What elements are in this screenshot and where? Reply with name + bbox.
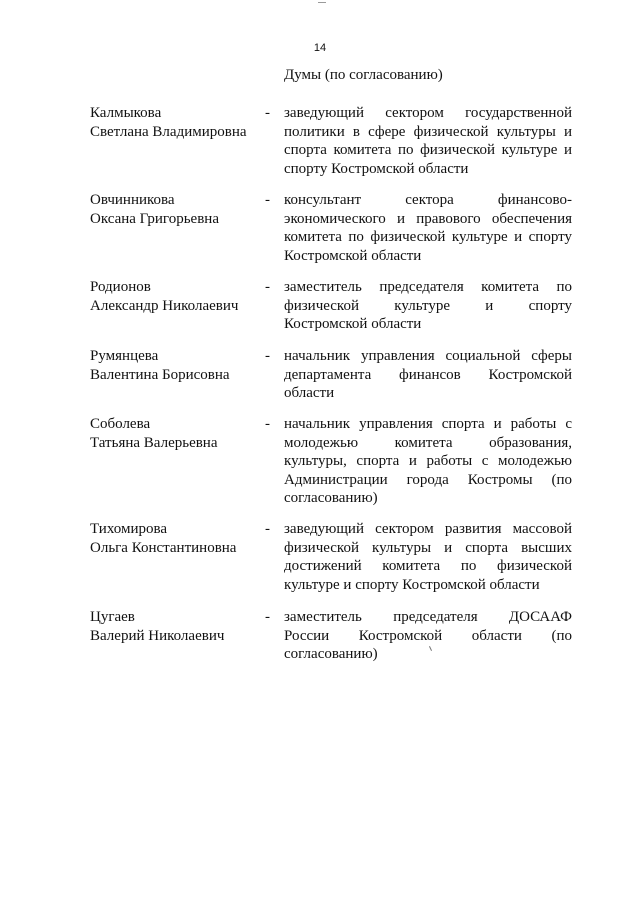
position-line: молодежью комитета образования, [284, 434, 572, 451]
position-line: области [284, 385, 335, 401]
member-position [284, 520, 572, 594]
dash: - [265, 416, 270, 432]
position-line: заместитель председателя ДОСААФ [284, 609, 572, 625]
given-names: Татьяна Валерьевна [90, 434, 218, 451]
position-line: физической культуры и спорта высших [284, 539, 572, 556]
page-number: 14 [313, 42, 327, 54]
member-name [90, 191, 260, 228]
position-line: начальник управления спорта и работы с [284, 416, 572, 432]
position-line: Костромской области [284, 316, 422, 332]
position-line: заместитель председателя комитета по [284, 279, 572, 295]
given-names: Валерий Николаевич [90, 627, 225, 644]
member-position [284, 191, 572, 265]
member-name [90, 520, 260, 557]
position-line: комитета по физической культуре и спорту [284, 229, 572, 245]
member-name [90, 347, 260, 384]
position-line: экономического и правового обеспечения [284, 210, 572, 227]
position-line: физической культуре и спорту [284, 297, 572, 314]
dash: - [265, 105, 270, 121]
position-line: начальник управления социальной сферы [284, 348, 572, 364]
position-line: спорта комитета по физической культуре и [284, 142, 572, 158]
dash: - [265, 192, 270, 208]
position-line: согласованию) [284, 490, 378, 506]
surname: Овчинникова [90, 192, 175, 208]
surname: Цугаев [90, 609, 135, 625]
given-names: Оксана Григорьевна [90, 210, 219, 227]
given-names: Светлана Владимировна [90, 123, 247, 140]
position-line: достижений комитета по физической [284, 558, 572, 574]
member-name [90, 415, 260, 452]
position-line: России Костромской области (по [284, 627, 572, 644]
surname: Калмыкова [90, 105, 162, 121]
member-name [90, 278, 260, 315]
dash: - [265, 348, 270, 364]
position-line: спорту Костромской области [284, 160, 469, 177]
member-position [284, 415, 572, 508]
member-position [284, 104, 572, 178]
given-names: Валентина Борисовна [90, 366, 230, 383]
member-position [284, 278, 572, 334]
member-name [90, 104, 260, 141]
position-line: департамента финансов Костромской [284, 366, 572, 383]
dash: - [265, 609, 270, 625]
position-line: Администрации города Костромы (по [284, 471, 572, 488]
member-position [284, 347, 572, 403]
position-line: Костромской области [284, 247, 422, 264]
position-line: политики в сфере физической культуры и [284, 123, 572, 140]
given-names: Ольга Константиновна [90, 539, 237, 556]
position-line: заведующий сектором государственной [284, 105, 572, 121]
position-line: культуре и спорту Костромской области [284, 576, 540, 593]
dash: - [265, 279, 270, 295]
scan-mark [318, 2, 326, 3]
position-line: консультант сектора финансово- [284, 192, 572, 208]
surname: Соболева [90, 416, 151, 432]
position-line: культуры, спорта и работы с молодежью [284, 453, 572, 469]
member-position [284, 608, 572, 664]
continuation-text: Думы (по согласованию) [284, 67, 443, 83]
position-line: согласованию) [284, 646, 378, 662]
dash: - [265, 521, 270, 537]
surname: Румянцева [90, 348, 159, 364]
surname: Родионов [90, 279, 151, 295]
member-name [90, 608, 260, 645]
surname: Тихомирова [90, 521, 168, 537]
position-line: заведующий сектором развития массовой [284, 521, 572, 537]
given-names: Александр Николаевич [90, 297, 239, 314]
